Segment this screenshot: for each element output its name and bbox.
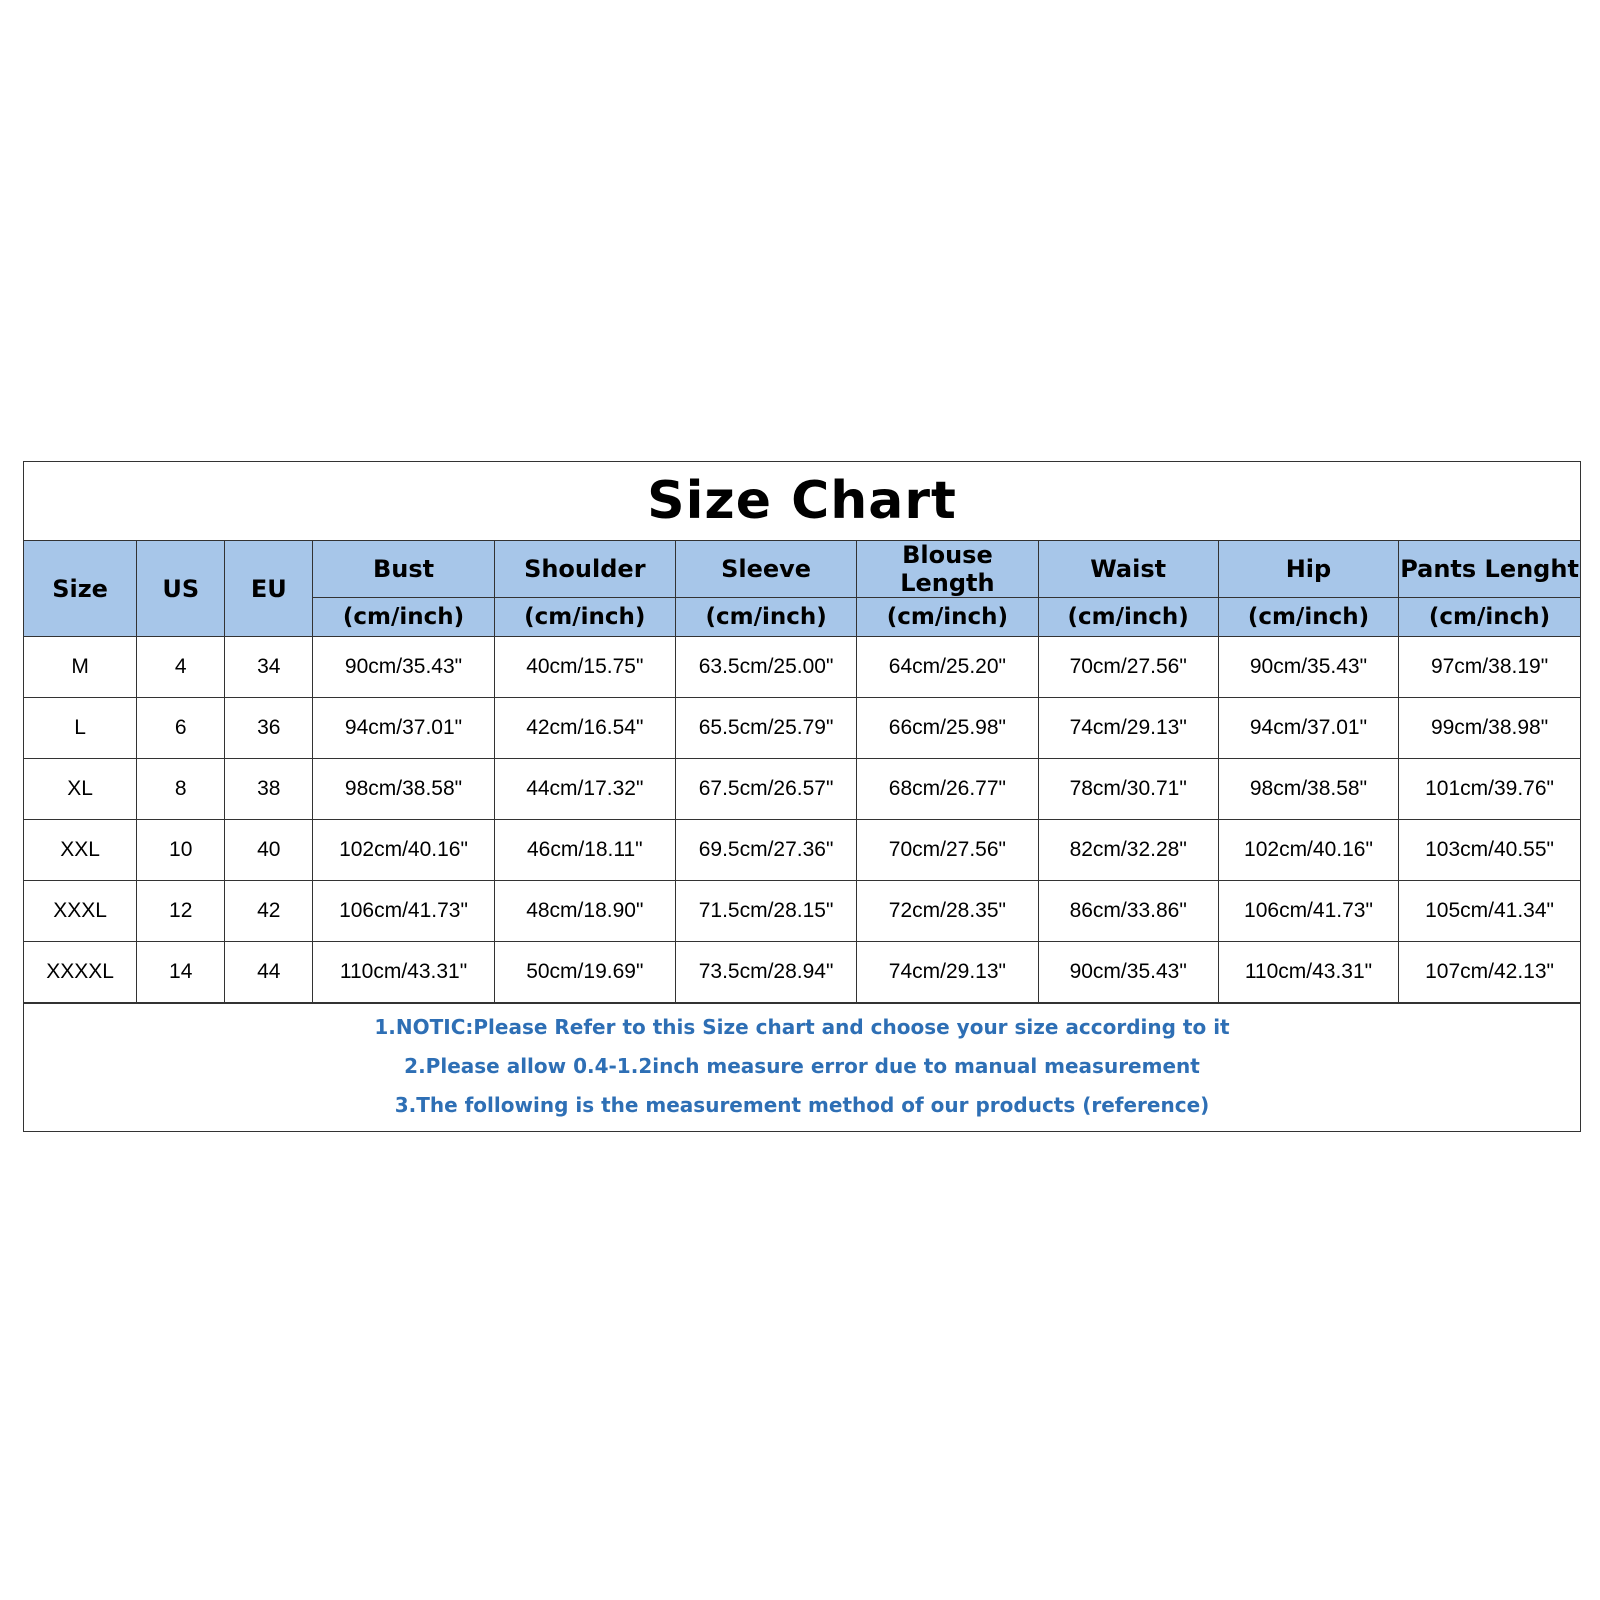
cell-pants-length: 99cm/38.98"	[1399, 698, 1580, 759]
cell-us: 6	[137, 698, 225, 759]
cell-hip: 106cm/41.73"	[1218, 881, 1398, 942]
unit-sleeve: (cm/inch)	[675, 598, 856, 637]
table-row	[24, 637, 1580, 698]
cell-sleeve: 63.5cm/25.00"	[675, 637, 856, 698]
cell-blouse-length: 66cm/25.98"	[857, 698, 1038, 759]
cell-eu: 42	[225, 881, 313, 942]
note-1: 1.NOTIC:Please Refer to this Size chart and choose your size according to it	[374, 1015, 1230, 1039]
cell-eu: 40	[225, 820, 313, 881]
cell-shoulder: 42cm/16.54"	[494, 698, 675, 759]
cell-blouse-length: 70cm/27.56"	[857, 820, 1038, 881]
cell-pants-length: 97cm/38.19"	[1399, 637, 1580, 698]
cell-size: XXXL	[24, 881, 137, 942]
header-eu: EU	[225, 541, 313, 637]
header-size: Size	[24, 541, 137, 637]
header-blouse-length: Blouse Length	[857, 541, 1038, 598]
cell-bust: 110cm/43.31"	[313, 942, 494, 1003]
cell-hip: 110cm/43.31"	[1218, 942, 1398, 1003]
unit-hip: (cm/inch)	[1218, 598, 1398, 637]
cell-eu: 36	[225, 698, 313, 759]
unit-bust: (cm/inch)	[313, 598, 494, 637]
cell-shoulder: 46cm/18.11"	[494, 820, 675, 881]
header-bust: Bust	[313, 541, 494, 598]
note-3: 3.The following is the measurement method of our products (reference)	[394, 1093, 1210, 1117]
header-sleeve: Sleeve	[675, 541, 856, 598]
size-chart	[23, 461, 1581, 1132]
cell-size: XL	[24, 759, 137, 820]
header-waist: Waist	[1038, 541, 1218, 598]
table-row	[24, 820, 1580, 881]
table-row	[24, 881, 1580, 942]
cell-pants-length: 103cm/40.55"	[1399, 820, 1580, 881]
cell-shoulder: 50cm/19.69"	[494, 942, 675, 1003]
cell-sleeve: 67.5cm/26.57"	[675, 759, 856, 820]
cell-waist: 70cm/27.56"	[1038, 637, 1218, 698]
cell-sleeve: 73.5cm/28.94"	[675, 942, 856, 1003]
cell-hip: 102cm/40.16"	[1218, 820, 1398, 881]
cell-us: 10	[137, 820, 225, 881]
table-row	[24, 698, 1580, 759]
cell-pants-length: 105cm/41.34"	[1399, 881, 1580, 942]
cell-blouse-length: 68cm/26.77"	[857, 759, 1038, 820]
size-table	[24, 541, 1580, 1003]
cell-sleeve: 69.5cm/27.36"	[675, 820, 856, 881]
cell-us: 4	[137, 637, 225, 698]
cell-blouse-length: 64cm/25.20"	[857, 637, 1038, 698]
cell-bust: 98cm/38.58"	[313, 759, 494, 820]
cell-eu: 34	[225, 637, 313, 698]
cell-eu: 38	[225, 759, 313, 820]
cell-us: 12	[137, 881, 225, 942]
cell-blouse-length: 72cm/28.35"	[857, 881, 1038, 942]
cell-waist: 90cm/35.43"	[1038, 942, 1218, 1003]
cell-sleeve: 65.5cm/25.79"	[675, 698, 856, 759]
chart-title: Size Chart	[24, 462, 1580, 541]
cell-hip: 98cm/38.58"	[1218, 759, 1398, 820]
cell-shoulder: 44cm/17.32"	[494, 759, 675, 820]
cell-blouse-length: 74cm/29.13"	[857, 942, 1038, 1003]
cell-shoulder: 48cm/18.90"	[494, 881, 675, 942]
unit-blouse-length: (cm/inch)	[857, 598, 1038, 637]
cell-bust: 90cm/35.43"	[313, 637, 494, 698]
cell-size: XXL	[24, 820, 137, 881]
unit-waist: (cm/inch)	[1038, 598, 1218, 637]
cell-bust: 94cm/37.01"	[313, 698, 494, 759]
cell-waist: 82cm/32.28"	[1038, 820, 1218, 881]
cell-us: 14	[137, 942, 225, 1003]
table-row	[24, 759, 1580, 820]
cell-bust: 106cm/41.73"	[313, 881, 494, 942]
header-hip: Hip	[1218, 541, 1398, 598]
header-shoulder: Shoulder	[494, 541, 675, 598]
cell-shoulder: 40cm/15.75"	[494, 637, 675, 698]
cell-size: L	[24, 698, 137, 759]
unit-pants-length: (cm/inch)	[1399, 598, 1580, 637]
header-pants-length: Pants Lenght	[1399, 541, 1580, 598]
cell-us: 8	[137, 759, 225, 820]
table-row	[24, 942, 1580, 1003]
cell-size: M	[24, 637, 137, 698]
cell-bust: 102cm/40.16"	[313, 820, 494, 881]
cell-size: XXXXL	[24, 942, 137, 1003]
cell-waist: 78cm/30.71"	[1038, 759, 1218, 820]
notes-section	[24, 1003, 1580, 1131]
cell-pants-length: 101cm/39.76"	[1399, 759, 1580, 820]
header-us: US	[137, 541, 225, 637]
cell-sleeve: 71.5cm/28.15"	[675, 881, 856, 942]
cell-waist: 86cm/33.86"	[1038, 881, 1218, 942]
cell-hip: 94cm/37.01"	[1218, 698, 1398, 759]
cell-eu: 44	[225, 942, 313, 1003]
cell-pants-length: 107cm/42.13"	[1399, 942, 1580, 1003]
note-2: 2.Please allow 0.4-1.2inch measure error due to manual measurement	[404, 1054, 1200, 1078]
cell-hip: 90cm/35.43"	[1218, 637, 1398, 698]
unit-shoulder: (cm/inch)	[494, 598, 675, 637]
cell-waist: 74cm/29.13"	[1038, 698, 1218, 759]
